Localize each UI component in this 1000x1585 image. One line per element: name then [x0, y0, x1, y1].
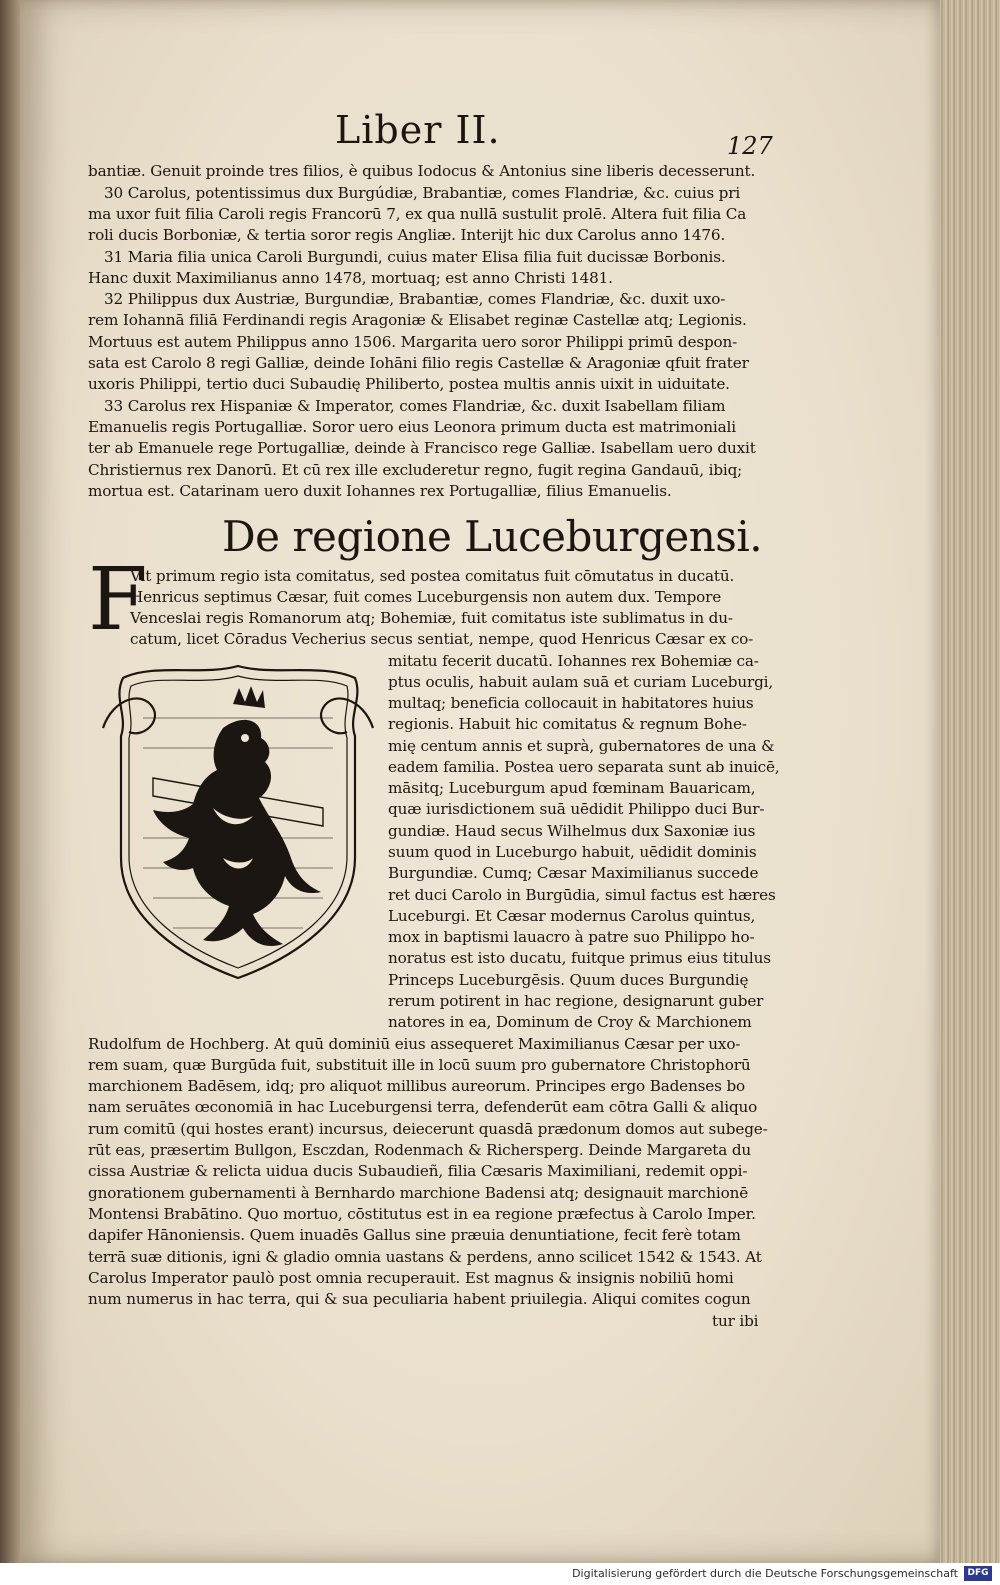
drop-cap: F [88, 550, 148, 650]
text-line: cissa Austriæ & relicta uidua ducis Subaudieñ, filia Cæsaris Maximiliani, redemit oppi- [88, 1162, 748, 1180]
text-line: noratus est isto ducatu, fuitque primus eius titulus [388, 949, 771, 967]
text-line: gnorationem gubernamenti à Bernhardo marchione Badensi atq; designauit marchionē [88, 1184, 749, 1202]
text-line: 31 Maria filia unica Caroli Burgundi, cuius mater Elisa filia fuit ducissæ Borbonis. [104, 248, 726, 266]
text-line: nam seruātes œconomiā in hac Luceburgensi terra, defenderūt eam cōtra Galli & aliquo [88, 1098, 758, 1116]
text-line: terrā suæ ditionis, igni & gladio omnia uastans & perdens, anno scilicet 1542 & 1543. At [88, 1248, 762, 1266]
text-line: num numerus in hac terra, qui & sua peculiaria habent priuilegia. Aliqui comites cogun [88, 1290, 751, 1308]
text-line: gundiæ. Haud secus Wilhelmus dux Saxoniæ ius [388, 822, 756, 840]
text-line: rem suam, quæ Burgūda fuit, substituit ille in locū suum pro gubernatore Christophorū [88, 1056, 751, 1074]
text-line: mię centum annis et suprà, gubernatores de una & [388, 737, 775, 755]
text-line: quæ iurisdictionem suā uēdidit Philippo duci Bur- [388, 800, 765, 818]
page-stack-edge [938, 0, 1000, 1563]
text-line: Hanc duxit Maximilianus anno 1478, mortuaq; est anno Christi 1481. [88, 269, 613, 287]
text-line: Montensi Brabātino. Quo mortuo, cōstitutus est in ea regione præfectus à Carolo Imper. [88, 1205, 756, 1223]
dfg-logo-icon: DFG [964, 1566, 992, 1581]
text-line: Princeps Luceburgēsis. Quum duces Burgundię [388, 971, 749, 989]
text-line: regionis. Habuit hic comitatus & regnum Bohe- [388, 715, 747, 733]
page-number: 127 [727, 132, 773, 160]
text-line: ptus oculis, habuit aulam suā et curiam Luceburgi, [388, 673, 774, 691]
text-line: marchionem Badēsem, idq; pro aliquot millibus aureorum. Principes ergo Badenses bo [88, 1077, 746, 1095]
text-line: Venceslai regis Romanorum atq; Bohemiæ, fuit comitatus iste sublimatus in du- [130, 609, 733, 627]
text-line: ma uxor fuit filia Caroli regis Francorū 7, ex qua nullā sustulit prolē. Altera fuit filia Ca [88, 205, 747, 223]
text-line: Rudolfum de Hochberg. At quū dominiū eius assequeret Maximilianus Cæsar per uxo- [88, 1035, 741, 1053]
text-line: Mortuus est autem Philippus anno 1506. Margarita uero soror Philippi primū despon- [88, 333, 738, 351]
text-line: 30 Carolus, potentissimus dux Burgúdiæ, Brabantiæ, comes Flandriæ, &c. cuius pri [104, 184, 741, 202]
text-line: bantiæ. Genuit proinde tres filios, è quibus Iodocus & Antonius sine liberis decesserunt. [88, 162, 756, 180]
text-line: natores in ea, Dominum de Croy & Marchionem [388, 1013, 752, 1031]
text-line: catum, licet Cōradus Vecherius secus sentiat, nempe, quod Henricus Cæsar ex co- [130, 630, 754, 648]
text-line: mortua est. Catarinam uero duxit Iohannes rex Portugalliæ, filius Emanuelis. [88, 482, 672, 500]
text-line: Luceburgi. Et Cæsar modernus Carolus quintus, [388, 907, 756, 925]
text-line: rerum potirent in hac regione, designarunt guber [388, 992, 764, 1010]
text-line: rem Iohannā filiā Ferdinandi regis Aragoniæ & Elisabet reginæ Castellæ atq; Legionis. [88, 311, 747, 329]
text-line: Emanuelis regis Portugalliæ. Soror uero eius Leonora primum ducta est matrimoniali [88, 418, 736, 436]
text-line: Vit primum regio ista comitatus, sed postea comitatus fuit cōmutatus in ducatū. [130, 567, 735, 585]
text-line: 32 Philippus dux Austriæ, Burgundiæ, Brabantiæ, comes Flandriæ, &c. duxit uxo- [104, 290, 726, 308]
text-line: suum quod in Luceburgo habuit, uēdidit dominis [388, 843, 757, 861]
text-line: uxoris Philippi, tertio duci Subaudię Philiberto, postea multis annis uixit in uiduitate. [88, 375, 730, 393]
text-line: mox in baptismi lauacro à patre suo Philippo ho- [388, 928, 755, 946]
text-line: Henricus septimus Cæsar, fuit comes Luceburgensis non autem dux. Tempore [130, 588, 722, 606]
text-line: roli ducis Borboniæ, & tertia soror regis Angliæ. Interijt hic dux Carolus anno 1476. [88, 226, 726, 244]
text-line: 33 Carolus rex Hispaniæ & Imperator, comes Flandriæ, &c. duxit Isabellam filiam [104, 397, 726, 415]
section-heading: De regione Luceburgensi. [222, 512, 763, 561]
text-line: eadem familia. Postea uero separata sunt ab inuicē, [388, 758, 780, 776]
text-line: ter ab Emanuele rege Portugalliæ, deinde à Francisco rege Galliæ. Isabellam uero duxit [88, 439, 756, 457]
catchword: tur ibi [712, 1312, 759, 1330]
funding-credit: Digitalisierung gefördert durch die Deutsche Forschungsgemeinschaft [572, 1567, 958, 1580]
heraldic-lion-shield-icon [93, 658, 383, 988]
text-line: Burgundiæ. Cumq; Cæsar Maximilianus succede [388, 864, 759, 882]
text-line: rūt eas, præsertim Bullgon, Esczdan, Rodenmach & Richersperg. Deinde Margareta du [88, 1141, 752, 1159]
text-line: ret duci Carolo in Burgūdia, simul factus est hæres [388, 886, 776, 904]
text-line: rum comitū (qui hostes erant) incursus, deiecerunt quasdā prædonum domos aut subege- [88, 1120, 768, 1138]
text-line: māsitq; Luceburgum apud fœminam Bauaricam, [388, 779, 756, 797]
text-line: sata est Carolo 8 regi Galliæ, deinde Iohāni filio regis Castellæ & Aragoniæ qfuit frater [88, 354, 749, 372]
text-line: dapifer Hānoniensis. Quem inuadēs Gallus sine præuia denuntiatione, fecit ferè totam [88, 1226, 741, 1244]
text-line: Christiernus rex Danorū. Et cū rex ille excluderetur regno, fugit regina Gandauū, ibiq; [88, 461, 743, 479]
text-line: mitatu fecerit ducatū. Iohannes rex Bohemiæ ca- [388, 652, 759, 670]
text-line: multaq; beneficia collocauit in habitatores huius [388, 694, 754, 712]
running-header: Liber II. [335, 108, 501, 152]
text-line: Carolus Imperator paulò post omnia recuperauit. Est magnus & insignis nobiliū homi [88, 1269, 734, 1287]
